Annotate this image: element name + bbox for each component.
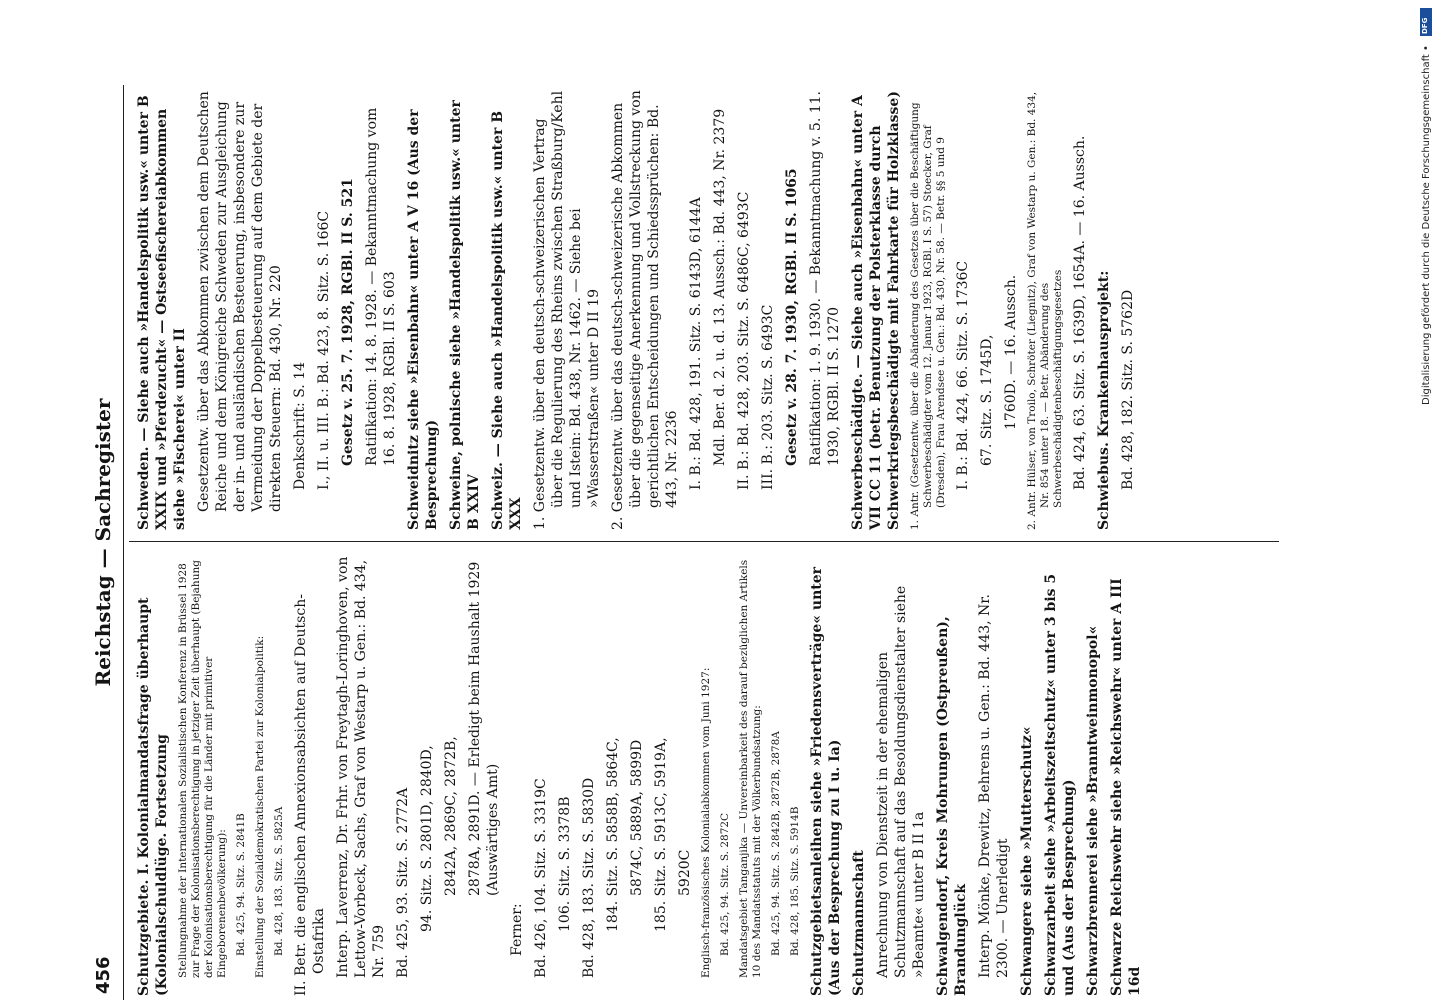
index-entry: Englisch-französisches Kolonialabkommen vom Juni 1927: bbox=[700, 667, 712, 978]
index-entry: 184. Sitz. S. 5858B, 5864C, bbox=[605, 737, 621, 932]
index-entry: 106. Sitz. S. 3378B bbox=[557, 796, 573, 932]
index-heading: Schwalgendorf, Kreis Mohrungen (Ostpreußen), Brandunglück bbox=[935, 616, 969, 996]
index-entry: Bd. 426, 104. Sitz. S. 3319C bbox=[533, 778, 549, 978]
index-entry: Bd. 425, 94. Sitz. S. 2842B, 2872B, 2878A bbox=[770, 731, 782, 956]
index-entry: Mandatsgebiet Tanganjika — Unvereinbarkeit des darauf bezüglichen Artikels 10 des Mandatsstatuts mit der Völkerbundsatzung: bbox=[738, 559, 763, 978]
index-entry: Bd. 428, 182. Sitz. S. 5762D bbox=[1120, 289, 1136, 490]
index-entry: Gesetz v. 25. 7. 1928, RGBl. II S. 521 bbox=[340, 178, 356, 466]
index-entry: 185. Sitz. S. 5913C, 5919A, bbox=[653, 737, 669, 932]
index-entry: Bd. 428, 183. Sitz. S. 5830D bbox=[581, 777, 597, 978]
index-entry: 1. Antr. (Gesetzentw. über die Abänderung des Gesetzes über die Beschäftigung Schwerbeschädigter vom 12. Januar 1923, RGBl. I S. 57) Stoecker, Graf (Dresden), Frau Arendsee u. Gen.: Bd. 430, Nr. 58. — Betr. §§ 5 und 9 bbox=[909, 102, 947, 530]
index-heading: Schwerbeschädigte. — Siehe auch »Eisenbahn« unter A VII CC 11 (betr. Benutzung der Polsterklasse durch Schwerkriegsbeschädigte mit Fahrkarte für Holzklasse) bbox=[850, 91, 902, 530]
index-entry: Bd. 424, 63. Sitz. S. 1639D, 1654A. — 16. Aussch. bbox=[1072, 135, 1088, 490]
index-entry: Stellungnahme der Internationalen Sozialistischen Konferenz in Brüssel 1928 zur Frage der Kolonisationsberechtigung in jetziger Zeit überhaupt (Bejahung der Kolonisationsberechtigung für die Länder mit primitiver Eingeborenenbevölkerung): bbox=[177, 560, 228, 978]
right-column bbox=[135, 90, 1143, 530]
left-column bbox=[135, 551, 1150, 996]
index-entry: Bd. 425, 94. Sitz. S. 2841B bbox=[235, 813, 247, 956]
index-entry: 2. Gesetzentw. über das deutsch-schweizerische Abkommen über die gegenseitige Anerkennung und Vollstreckung von gerichtlichen Entscheidungen und Schiedssprüchen: Bd. 443, Nr. 2236 bbox=[610, 90, 680, 530]
index-entry: 2878A, 2891D. — Erledigt beim Haushalt 1929 (Auswärtiges Amt) bbox=[467, 561, 501, 896]
index-heading: Schweine, polnische siehe »Handelspolitik usw.« unter B XXIV bbox=[448, 100, 482, 530]
index-heading: Schutzmannschaft bbox=[851, 850, 867, 996]
index-heading: Schutzgebietsanleihen siehe »Friedensverträge« unter (Aus der Besprechung zu I u. Ia) bbox=[809, 566, 843, 996]
index-entry: I. B.: Bd. 424, 66. Sitz. S. 1736C bbox=[955, 260, 971, 490]
register-page bbox=[85, 85, 1285, 1000]
index-heading: Schwarzarbeit siehe »Arbeitszeitschutz« unter 3 bis 5 und (Aus der Besprechung) bbox=[1043, 573, 1077, 996]
index-entry: I., II. u. III. B.: Bd. 423, 8. Sitz. S. 166C bbox=[316, 210, 332, 490]
index-entry: 1. Gesetzentw. über den deutsch-schweizerischen Vertrag über die Regulierung des Rheins zwischen Straßburg/Kehl und Istein: Bd. 438, Nr. 1462. — Siehe bei »Wasserstraßen« unter D II 19 bbox=[532, 90, 602, 530]
index-entry: Ferner: bbox=[509, 903, 525, 956]
index-entry: Bd. 425, 93. Sitz. S. 2772A bbox=[395, 787, 411, 978]
index-entry: Einstellung der Sozialdemokratischen Partei zur Kolonialpolitik: bbox=[254, 635, 266, 978]
index-entry: 5920C bbox=[677, 849, 693, 896]
index-entry: Ratifikation: 14. 8. 1928. — Bekanntmachung vom 16. 8. 1928, RGBl. II S. 603 bbox=[364, 107, 398, 466]
digitization-credit bbox=[1418, 10, 1434, 990]
index-heading: Schweiz. — Siehe auch »Handelspolitik usw.« unter B XXX bbox=[490, 110, 524, 530]
running-title: Reichstag — Sachregister bbox=[91, 398, 115, 687]
page-header bbox=[85, 85, 125, 1000]
index-entry: Ratifikation: 1. 9. 1930. — Bekanntmachung v. 5. 11. 1930, RGBl. II S. 1270 bbox=[808, 91, 842, 466]
page-number: 456 bbox=[93, 956, 114, 994]
index-heading: Schwarzbrennerei siehe »Branntweinmonopol« bbox=[1085, 625, 1101, 996]
index-entry: Anrechnung von Dienstzeit in der ehemaligen Schutzmannschaft auf das Besoldungsdienstalter siehe »Beamte« unter B II 1a bbox=[875, 585, 927, 978]
index-heading: Schwiebus. Krankenhausprojekt: bbox=[1096, 270, 1112, 530]
index-heading: Schwangere siehe »Mutterschutz« bbox=[1019, 726, 1035, 996]
index-entry: II. B.: Bd. 428, 203. Sitz. S. 6486C, 6493C bbox=[736, 191, 752, 490]
index-entry: Gesetzentw. über das Abkommen zwischen dem Deutschen Reiche und dem Königreiche Schweden zur Ausgleichung der in- und ausländischen Besteuerung, insbesondere zur Vermeidung der Doppelbesteuerung auf dem Gebiete der direkten Steuern: Bd. 430, Nr. 220 bbox=[196, 91, 284, 512]
index-entry: 2. Antr. Hülser, von Troilo, Schröter (Liegnitz), Graf von Westarp u. Gen.: Bd. 434, Nr. 854 unter 18. — Betr. Abänderung des Schwerbeschädigtenbeschäftigungsgesetzes bbox=[1026, 91, 1064, 530]
index-entry: Gesetz v. 28. 7. 1930, RGBl. II S. 1065 bbox=[784, 168, 800, 466]
header-rule bbox=[123, 85, 124, 1000]
credit-text: Digitalisierung gefördert durch die Deutsche Forschungsgemeinschaft • bbox=[1421, 45, 1432, 405]
index-entry: 67. Sitz. S. 1745D, bbox=[979, 334, 995, 466]
index-heading: Schweden. — Siehe auch »Handelspolitik usw.« unter B XXIX und »Pferdezucht« — Ostseefischereiabkommen siehe »Fischerei« unter II bbox=[136, 95, 188, 530]
index-entry: Bd. 428, 183. Sitz. S. 5825A bbox=[273, 806, 285, 956]
index-entry: II. Betr. die englischen Annexionsabsichten auf Deutsch-Ostafrika bbox=[293, 594, 327, 996]
index-entry: 5874C, 5889A, 5899D bbox=[629, 739, 645, 896]
index-entry: Bd. 428, 185. Sitz. S. 5914B bbox=[789, 806, 801, 956]
index-entry: 1760D. — 16. Aussch. bbox=[1003, 274, 1019, 430]
column-divider bbox=[129, 541, 1279, 542]
index-entry: Interp. Laverrenz, Dr. Frhr. von Freytagh-Loringhoven, von Lettow-Vorbeck, Sachs, Graf von Westarp u. Gen.: Bd. 434, Nr. 759 bbox=[335, 556, 387, 978]
dfg-logo: DFG bbox=[1420, 8, 1432, 36]
index-entry: Denkschrift: S. 14 bbox=[292, 361, 308, 490]
index-entry: 2842A, 2869C, 2872B, bbox=[443, 736, 459, 896]
index-entry: I. B.: Bd. 428, 191. Sitz. S. 6143D, 6144A bbox=[688, 197, 704, 490]
index-entry: Mdl. Ber. d. 2. u. d. 13. Aussch.: Bd. 443, Nr. 2379 bbox=[712, 108, 728, 466]
index-heading: Schutzgebiete. I. Kolonialmandatsfrage überhaupt (Kolonialschuldlüge. Fortsetzung bbox=[136, 597, 170, 996]
index-entry: 94. Sitz. S. 2801D, 2840D, bbox=[419, 745, 435, 932]
index-entry: Bd. 425, 94. Sitz. S. 2872C bbox=[719, 812, 731, 956]
index-heading: Schwarze Reichswehr siehe »Reichswehr« unter A III 16d bbox=[1109, 578, 1143, 996]
index-entry: III. B.: 203. Sitz. S. 6493C bbox=[760, 304, 776, 490]
index-heading: Schweidnitz siehe »Eisenbahn« unter A V 16 (Aus der Besprechung) bbox=[406, 109, 440, 530]
index-entry: Interp. Mönke, Drewitz, Behrens u. Gen.: Bd. 443, Nr. 2300. — Unerledigt bbox=[977, 594, 1011, 978]
